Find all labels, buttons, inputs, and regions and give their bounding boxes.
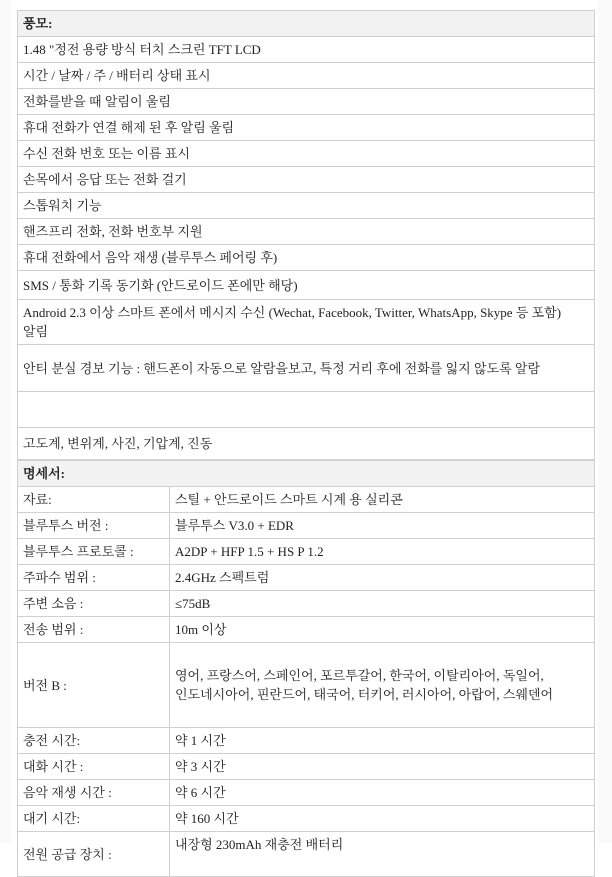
spec-row [18,728,595,754]
feature-item: 1.48 "정전 용량 방식 터치 스크린 TFT LCD [18,37,595,63]
feature-row [18,37,595,63]
spec-value: 블루투스 V3.0 + EDR [170,513,595,539]
feature-item: 수신 전화 번호 또는 이름 표시 [18,141,595,167]
feature-row [18,245,595,271]
spec-label: 주파수 범위 : [18,565,170,591]
spec-value: 스틸 + 안드로이드 스마트 시계 용 실리콘 [170,487,595,513]
feature-item: 스톱워치 기능 [18,193,595,219]
spec-label: 전원 공급 장치 : [18,832,170,877]
spec-value: 10m 이상 [170,617,595,643]
feature-item: 휴대 전화가 연결 해제 된 후 알림 울림 [18,115,595,141]
spec-row [18,591,595,617]
spec-value: 영어, 프랑스어, 스페인어, 포르투갈어, 한국어, 이탈리아어, 독일어, 인도네시아어, 핀란드어, 태국어, 터키어, 러시아어, 아랍어, 스웨덴어 [170,643,595,728]
feature-item: 안티 분실 경보 기능 : 핸드폰이 자동으로 알람을보고, 특정 거리 후에 전화를 잃지 않도록 알람 [18,345,595,392]
spec-value: ≤75dB [170,591,595,617]
feature-item: 시간 / 날짜 / 주 / 배터리 상태 표시 [18,63,595,89]
feature-item: 전화를받을 때 알림이 울림 [18,89,595,115]
spec-row [18,832,595,877]
feature-row [18,141,595,167]
specs-header: 명세서: [18,460,595,487]
spec-label: 대기 시간: [18,806,170,832]
feature-item-empty [18,392,595,428]
feature-row [18,167,595,193]
left-margin-strip [0,0,11,843]
spec-row [18,643,595,728]
product-info-table [17,10,595,877]
spec-row [18,780,595,806]
feature-item: 손목에서 응답 또는 전화 걸기 [18,167,595,193]
spec-row [18,565,595,591]
spec-value: 2.4GHz 스펙트럼 [170,565,595,591]
spec-value: 약 1 시간 [170,728,595,754]
feature-row [18,428,595,461]
spec-value: 내장형 230mAh 재충전 배터리 [170,832,595,877]
spec-value: 약 3 시간 [170,754,595,780]
feature-row [18,271,595,300]
spec-label: 버전 B : [18,643,170,728]
feature-row [18,219,595,245]
spec-value: 약 160 시간 [170,806,595,832]
feature-row [18,89,595,115]
spec-label: 충전 시간: [18,728,170,754]
feature-row [18,300,595,345]
spec-value: A2DP + HFP 1.5 + HS P 1.2 [170,539,595,565]
spec-label: 주변 소음 : [18,591,170,617]
specs-header-row [18,460,595,487]
feature-item: 고도계, 변위계, 사진, 기압계, 진동 [18,428,595,461]
feature-item: SMS / 통화 기록 동기화 (안드로이드 폰에만 해당) [18,271,595,300]
spec-label: 자료: [18,487,170,513]
feature-row [18,63,595,89]
spec-label: 블루투스 버전 : [18,513,170,539]
spec-row [18,539,595,565]
spec-row [18,806,595,832]
spec-row [18,754,595,780]
feature-item: 핸즈프리 전화, 전화 번호부 지원 [18,219,595,245]
features-header-row [18,11,595,37]
feature-item: Android 2.3 이상 스마트 폰에서 메시지 수신 (Wechat, Facebook, Twitter, WhatsApp, Skype 등 포함) 알림 [18,300,595,345]
spec-label: 음악 재생 시간 : [18,780,170,806]
spec-label: 전송 범위 : [18,617,170,643]
feature-row [18,345,595,392]
spec-value: 약 6 시간 [170,780,595,806]
feature-item: 휴대 전화에서 음악 재생 (블루투스 페어링 후) [18,245,595,271]
feature-row [18,193,595,219]
feature-row [18,392,595,428]
right-margin-strip [598,0,612,843]
spec-row [18,617,595,643]
feature-row [18,115,595,141]
features-header: 풍모: [18,11,595,37]
spec-label: 대화 시간 : [18,754,170,780]
spec-row [18,487,595,513]
spec-row [18,513,595,539]
spec-label: 블루투스 프로토콜 : [18,539,170,565]
